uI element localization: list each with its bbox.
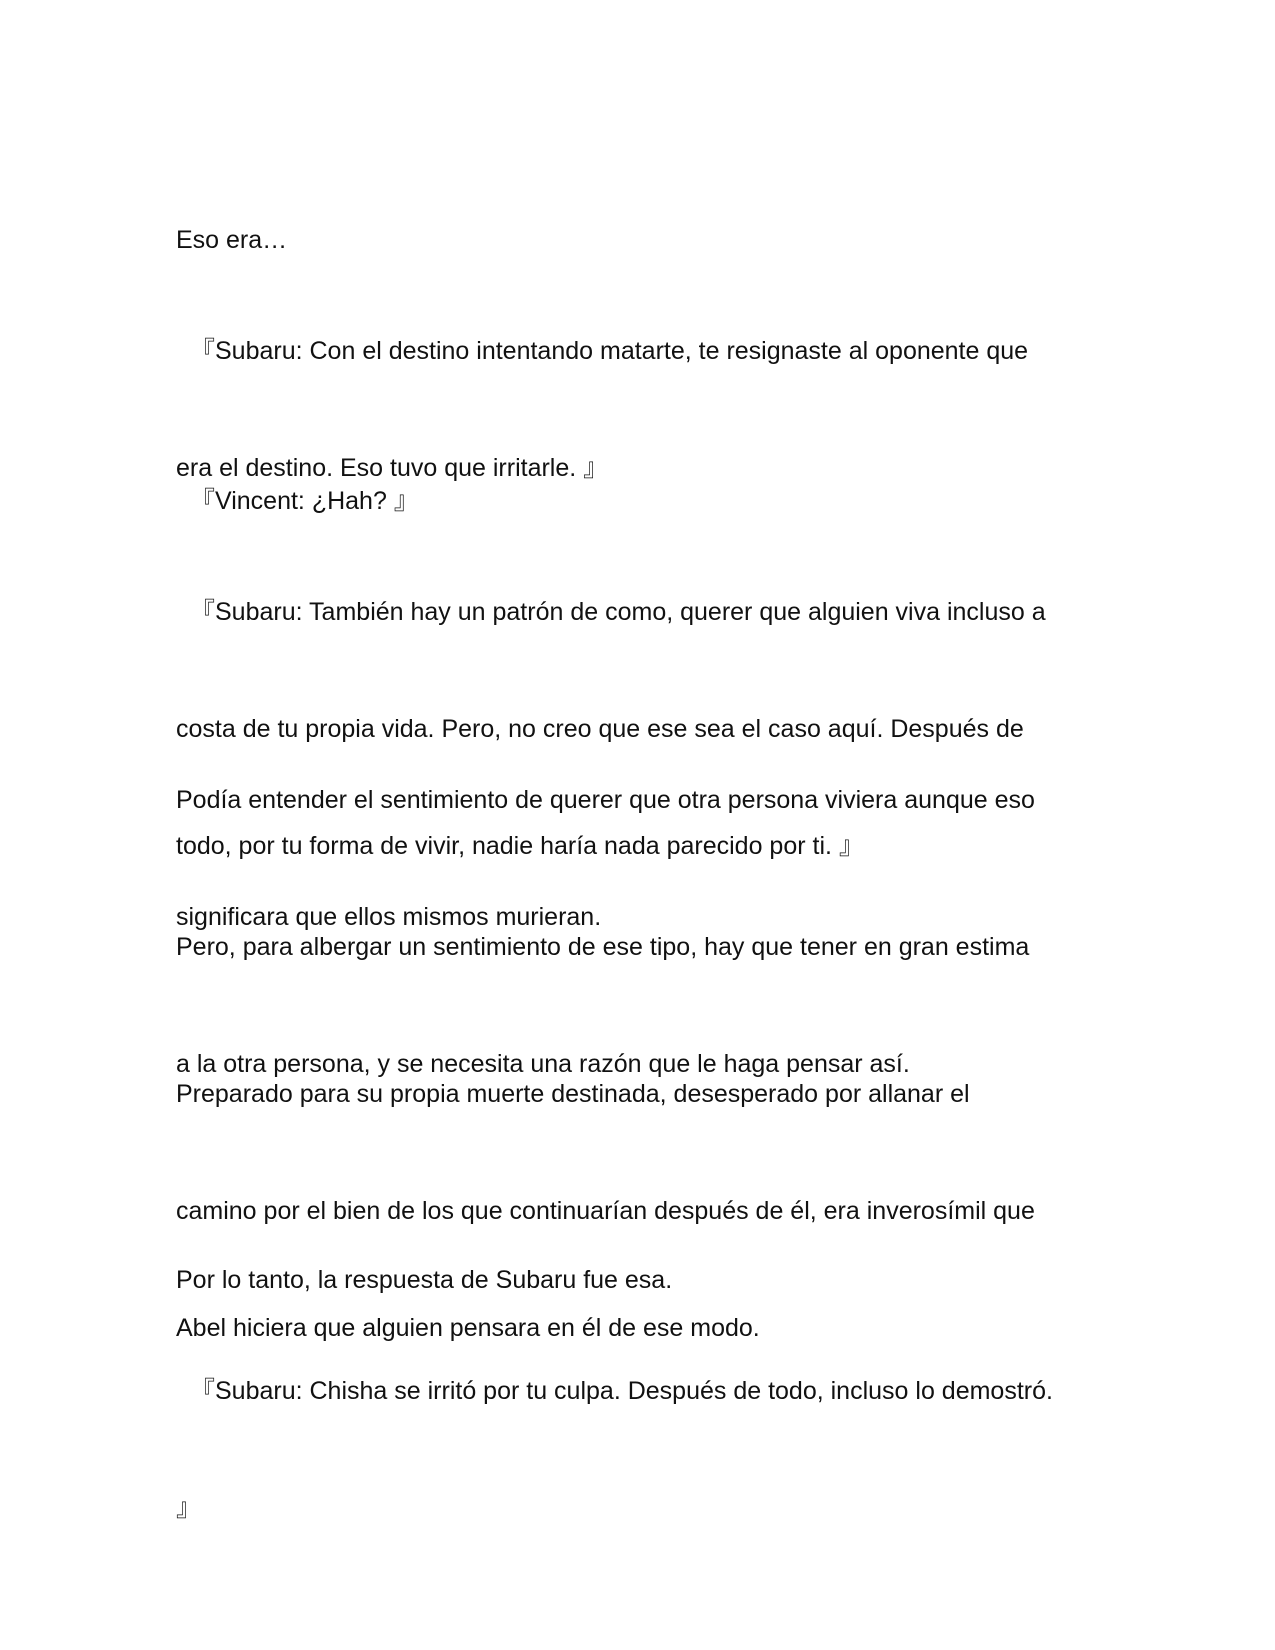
paragraph-line: Pero, para albergar un sentimiento de ese tipo, hay que tener en gran estima xyxy=(176,933,1030,961)
paragraph-line: 』 xyxy=(176,1494,202,1522)
paragraph-line: Preparado para su propia muerte destinada, desesperado por allanar el xyxy=(176,1080,970,1108)
paragraph-line: 『Subaru: Con el destino intentando matarte, te resignaste al oponente que xyxy=(190,337,1029,365)
paragraph-line: era el destino. Eso tuvo que irritarle. 』 xyxy=(176,454,609,482)
paragraph-line: 『Vincent: ¿Hah? 』 xyxy=(190,487,419,515)
paragraph-line: 『Subaru: También hay un patrón de como, querer que alguien viva incluso a xyxy=(190,598,1046,626)
paragraph-line: 『Subaru: Chisha se irritó por tu culpa. Después de todo, incluso lo demostró. xyxy=(190,1377,1053,1405)
paragraph-line: Abel hiciera que alguien pensara en él de ese modo. xyxy=(176,1314,760,1342)
paragraph-line: todo, por tu forma de vivir, nadie haría nada parecido por ti. 』 xyxy=(176,832,864,860)
paragraph-line: Eso era… xyxy=(176,226,288,254)
paragraph-line: a la otra persona, y se necesita una razón que le haga pensar así. xyxy=(176,1050,910,1078)
paragraph-line: significara que ellos mismos murieran. xyxy=(176,903,602,931)
paragraph-line: Podía entender el sentimiento de querer que otra persona viviera aunque eso xyxy=(176,786,1035,814)
paragraph-line: camino por el bien de los que continuarían después de él, era inverosímil que xyxy=(176,1197,1035,1225)
dialogue-subaru-3 xyxy=(176,1294,1096,1606)
paragraph-line: costa de tu propia vida. Pero, no creo que ese sea el caso aquí. Después de xyxy=(176,715,1024,743)
paragraph-line: Por lo tanto, la respuesta de Subaru fue esa. xyxy=(176,1266,673,1294)
